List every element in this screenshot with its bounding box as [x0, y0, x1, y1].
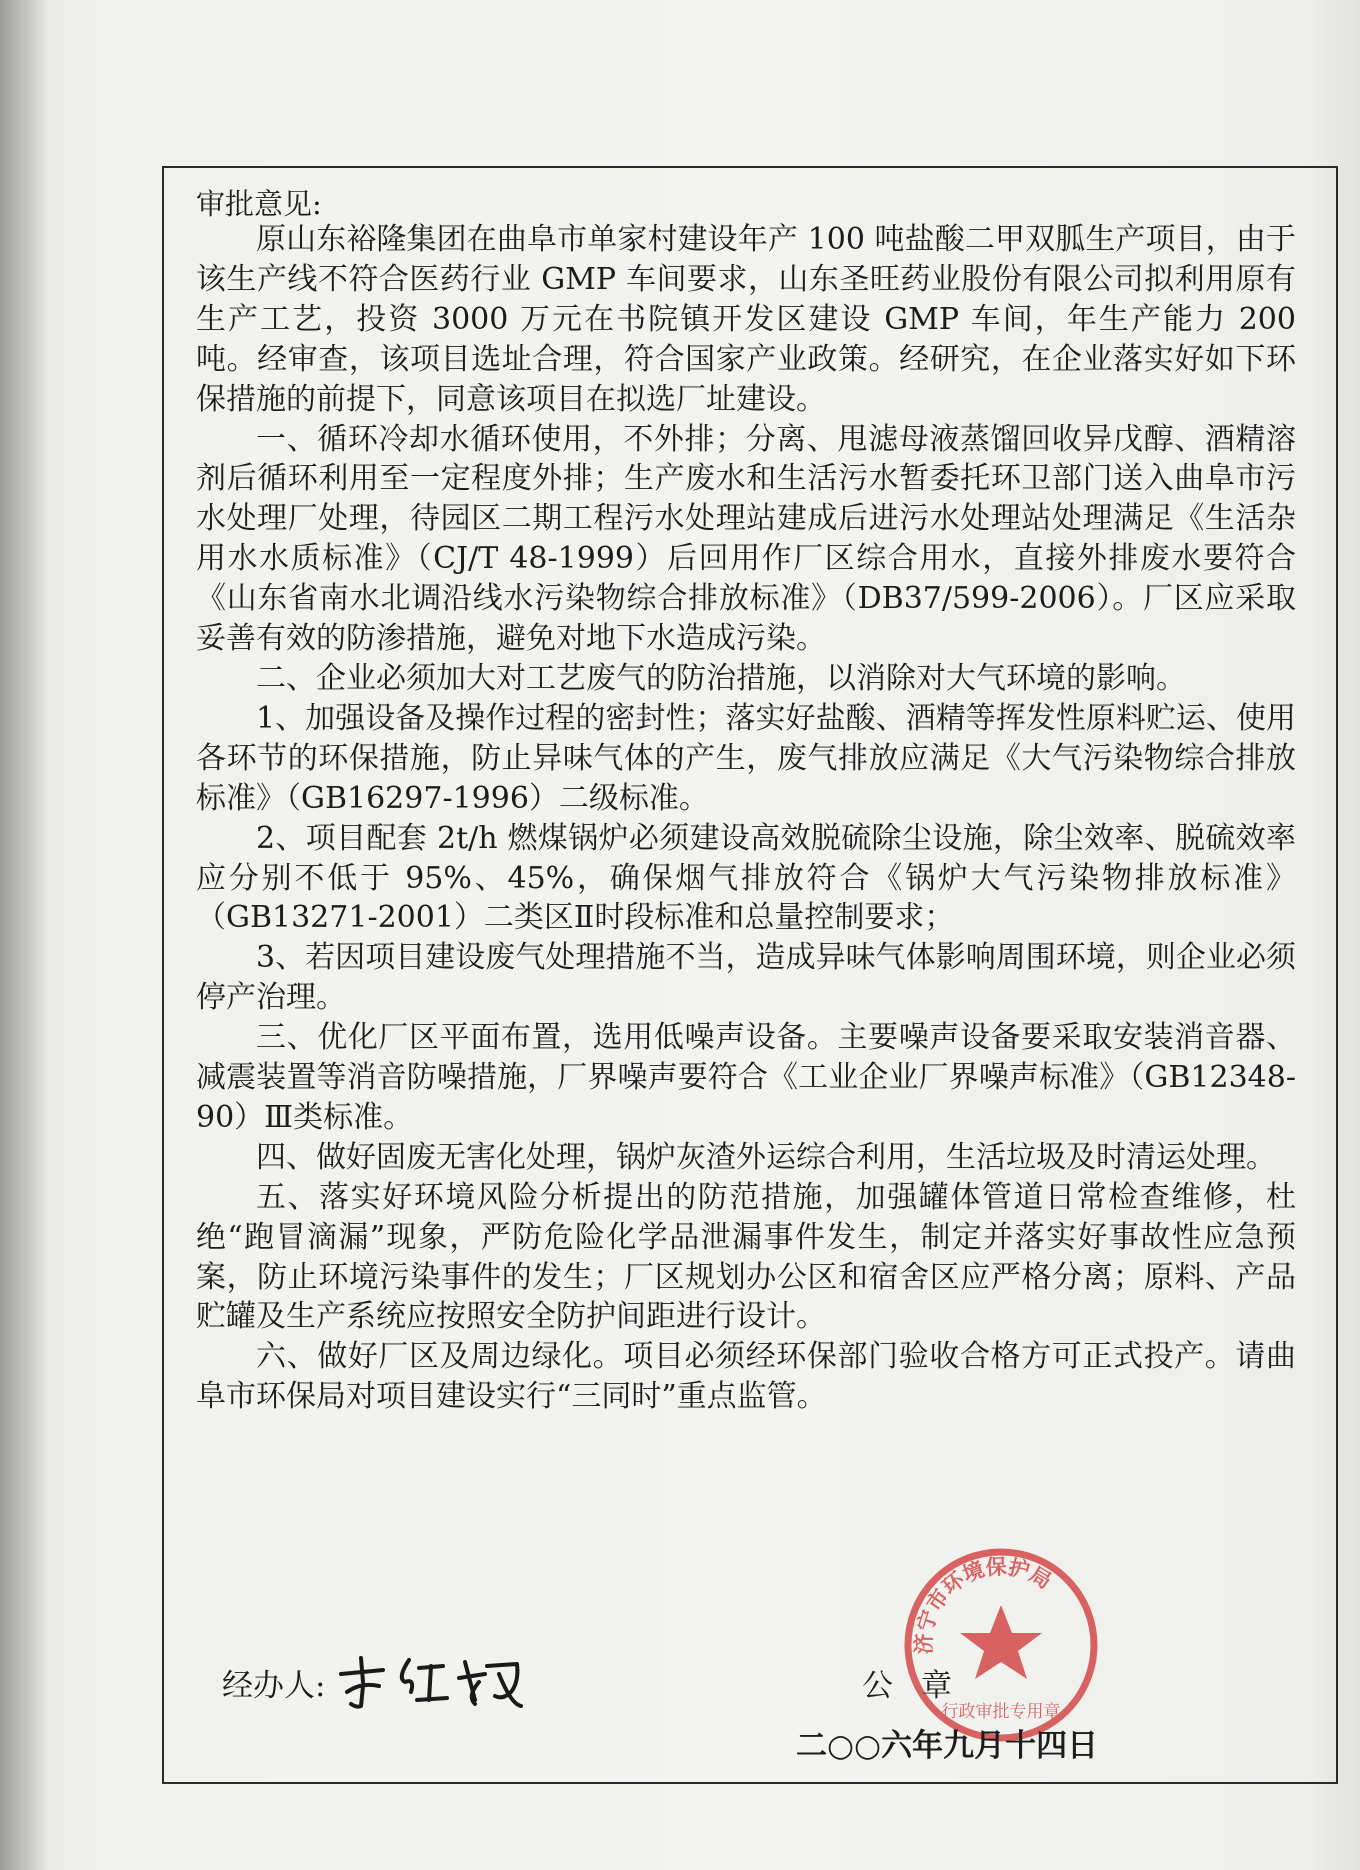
paragraph-item-1: 一、循环冷却水循环使用，不外排；分离、甩滤母液蒸馏回收异戊醇、酒精溶剂后循环利用至一定程度外排；生产废水和生活污水暂委托环卫部门送入曲阜市污水处理厂处理，待园区二期工程污水处理站建成后进污水处理站处理满足《生活杂用水水质标准》（CJ/T 48-1999）后回用作厂区综合用水，直接外排废水要符合《山东省南水北调沿线水污染物综合排放标准》（DB37/599-2006）。厂区应采取妥善有效的防渗措施，避免对地下水造成污染。 [196, 421, 1296, 657]
approval-heading: 审批意见: [196, 187, 322, 221]
handwritten-signature [335, 1652, 525, 1712]
handler-line [222, 1652, 525, 1712]
paragraph-item-3: 三、优化厂区平面布置，选用低噪声设备。主要噪声设备要采取安装消音器、减震装置等消音防噪措施，厂界噪声要符合《工业企业厂界噪声标准》（GB12348-90）Ⅲ类标准。 [196, 1020, 1296, 1135]
handler-label: 经办人: [222, 1667, 326, 1704]
approval-date: 二○○六年九月十四日 [796, 1728, 1099, 1764]
paragraph-item-6: 六、做好厂区及周边绿化。项目必须经环保部门验收合格方可正式投产。请曲阜市环保局对项目建设实行“三同时”重点监管。 [196, 1339, 1296, 1415]
paragraph-item-2: 二、企业必须加大对工艺废气的防治措施，以消除对大气环境的影响。 [256, 660, 1186, 696]
paragraph-item-5: 五、落实好环境风险分析提出的防范措施，加强罐体管道日常检查维修，杜绝“跑冒滴漏”现象，严防危险化学品泄漏事件发生，制定并落实好事故性应急预案，防止环境污染事件的发生；厂区规划办公区和宿舍区应严格分离；原料、产品贮罐及生产系统应按照安全防护间距进行设计。 [196, 1179, 1296, 1335]
binding-shadow [0, 0, 48, 1870]
approval-body [196, 220, 1296, 1417]
paragraph-item-2-1: 1、加强设备及操作过程的密封性；落实好盐酸、酒精等挥发性原料贮运、使用各环节的环保措施，防止异味气体的产生，废气排放应满足《大气污染物综合排放标准》（GB16297-1996）二级标准。 [196, 700, 1296, 816]
paragraph-item-4: 四、做好固废无害化处理，锅炉灰渣外运综合利用，生活垃圾及时清运处理。 [256, 1139, 1276, 1175]
paragraph-item-2-2: 2、项目配套 2t/h 燃煤锅炉必须建设高效脱硫除尘设施，除尘效率、脱硫效率应分别不低于 95%、45%，确保烟气排放符合《锅炉大气污染物排放标准》（GB13271-2001）二类区Ⅱ时段标准和总量控制要求； [196, 820, 1296, 936]
paragraph-item-2-3: 3、若因项目建设废气处理措施不当，造成异味气体影响周围环境，则企业必须停产治理。 [196, 940, 1296, 1016]
official-seal [896, 1545, 1106, 1745]
seal-outer-text: 济宁市环境保护局 [910, 1553, 1056, 1655]
seal-label: 公章 [862, 1668, 980, 1704]
paragraph-intro: 原山东裕隆集团在曲阜市单家村建设年产 100 吨盐酸二甲双胍生产项目，由于该生产线不符合医药行业 GMP 车间要求，山东圣旺药业股份有限公司拟利用原有生产工艺，投资 3000 万元在书院镇开发区建设 GMP 车间，年生产能力 200 吨。经审查，该项目选址合理，符合国家产业政策。经研究，在企业落实好如下环保措施的前提下，同意该项目在拟选厂址建设。 [196, 222, 1296, 417]
seal-inner-text: 行政审批专用章 [941, 1702, 1061, 1722]
